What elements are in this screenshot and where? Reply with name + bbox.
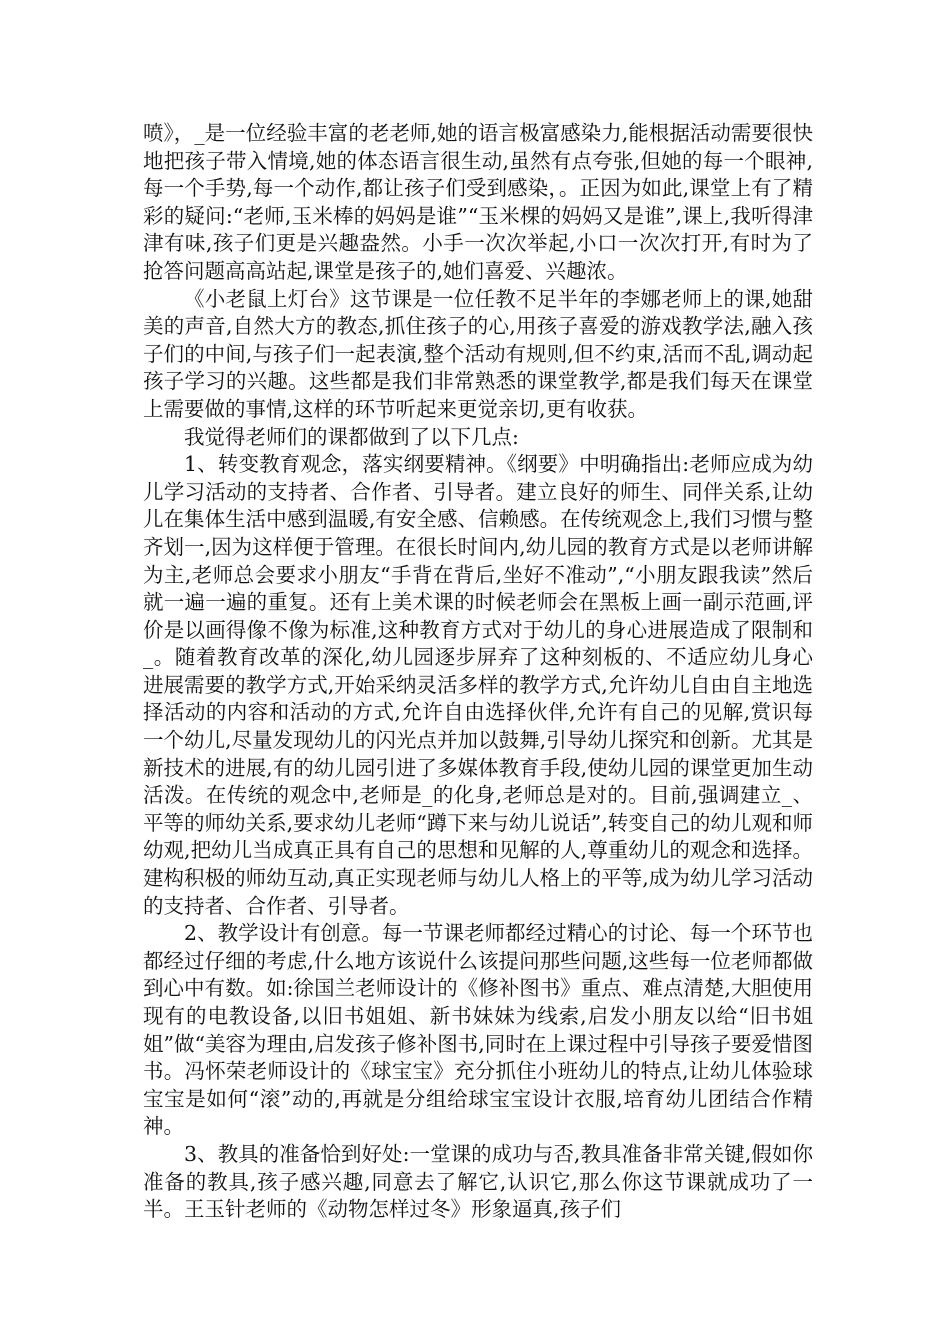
paragraph-2: 《小老鼠上灯台》这节课是一位任教不足半年的李娜老师上的课,她甜美的声音,自然大方的教态,抓住孩子的心,用孩子喜爱的游戏教学法,融入孩子们的中间,与孩子们一起表演,整个活动有规则,但不约束,活而不乱,调动起孩子学习的兴趣。这些都是我们非常熟悉的课堂教学,都是我们每天在课堂上需要做的事情,这样的环节听起来更觉亲切,更有收获。	[143, 286, 813, 421]
paragraph-1: 喷》，_是一位经验丰富的老老师,她的语言极富感染力,能根据活动需要很快地把孩子带入情境,她的体态语言很生动,虽然有点夸张,但她的每一个眼神,每一个手势,每一个动作,都让孩子们受到感染，。正因为如此,课堂上有了精彩的疑问:“老师,玉米棒的妈妈是谁”“玉米棵的妈妈又是谁”,课上,我听得津津有味,孩子们更是兴趣盎然。小手一次次举起,小口一次次打开,有时为了抢答问题高高站起,课堂是孩子的,她们喜爱、兴趣浓。	[143, 121, 813, 283]
paragraph-3: 我觉得老师们的课都做到了以下几点:	[184, 424, 519, 449]
document-page	[143, 120, 813, 1224]
paragraph-5: 2、教学设计有创意。每一节课老师都经过精心的讨论、每一个环节也都经过仔细的考虑,什么地方该说什么该提问那些问题,这些每一位老师都做到心中有数。如:徐国兰老师设计的《修补图书》重点、难点清楚,大胆使用现有的电教设备,以旧书姐姐、新书妹妹为线索,启发小朋友以给“旧书姐姐”做“美容为理由,启发孩子修补图书,同时在上课过程中引导孩子要爱惜图书。冯怀荣老师设计的《球宝宝》充分抓住小班幼儿的特点,让幼儿体验球宝宝是如何“滚”动的,再就是分组给球宝宝设计衣服,培育幼儿团结合作精神。	[143, 921, 813, 1139]
paragraph-4: 1、转变教育观念，落实纲要精神。《纲要》中明确指出:老师应成为幼儿学习活动的支持者、合作者、引导者。建立良好的师生、同伴关系,让幼儿在集体生活中感到温暖,有安全感、信赖感。在传统观念上,我们习惯与整齐划一,因为这样便于管理。在很长时间内,幼儿园的教育方式是以老师讲解为主,老师总会要求小朋友“手背在背后,坐好不准动”,“小朋友跟我读”然后就一遍一遍的重复。还有上美术课的时候老师会在黑板上画一副示范画,评价是以画得像不像为标准,这种教育方式对于幼儿的身心进展造成了限制和_。随着教育改革的深化,幼儿园逐步屏弃了这种刻板的、不适应幼儿身心进展需要的教学方式,开始采纳灵活多样的教学方式,允许幼儿自由自主地选择活动的内容和活动的方式,允许自由选择伙伴,允许有自己的见解,赏识每一个幼儿,尽量发现幼儿的闪光点并加以鼓舞,引导幼儿探究和创新。尤其是新技术的进展,有的幼儿园引进了多媒体教育手段,使幼儿园的课堂更加生动活泼。在传统的观念中,老师是_的化身,老师总是对的。目前,强调建立_、平等的师幼关系,要求幼儿老师“蹲下来与幼儿说话”,转变自己的幼儿观和师幼观,把幼儿当成真正具有自己的思想和见解的人,尊重幼儿的观念和选择。建构积极的师幼互动,真正实现老师与幼儿人格上的平等,成为幼儿学习活动的支持者、合作者、引导者。	[143, 452, 813, 918]
paragraph-6: 3、教具的准备恰到好处:一堂课的成功与否,教具准备非常关键,假如你准备的教具,孩子感兴趣,同意去了解它,认识它,那么你这节课就成功了一半。王玉针老师的《动物怎样过冬》形象逼真,孩子们	[143, 1141, 813, 1222]
